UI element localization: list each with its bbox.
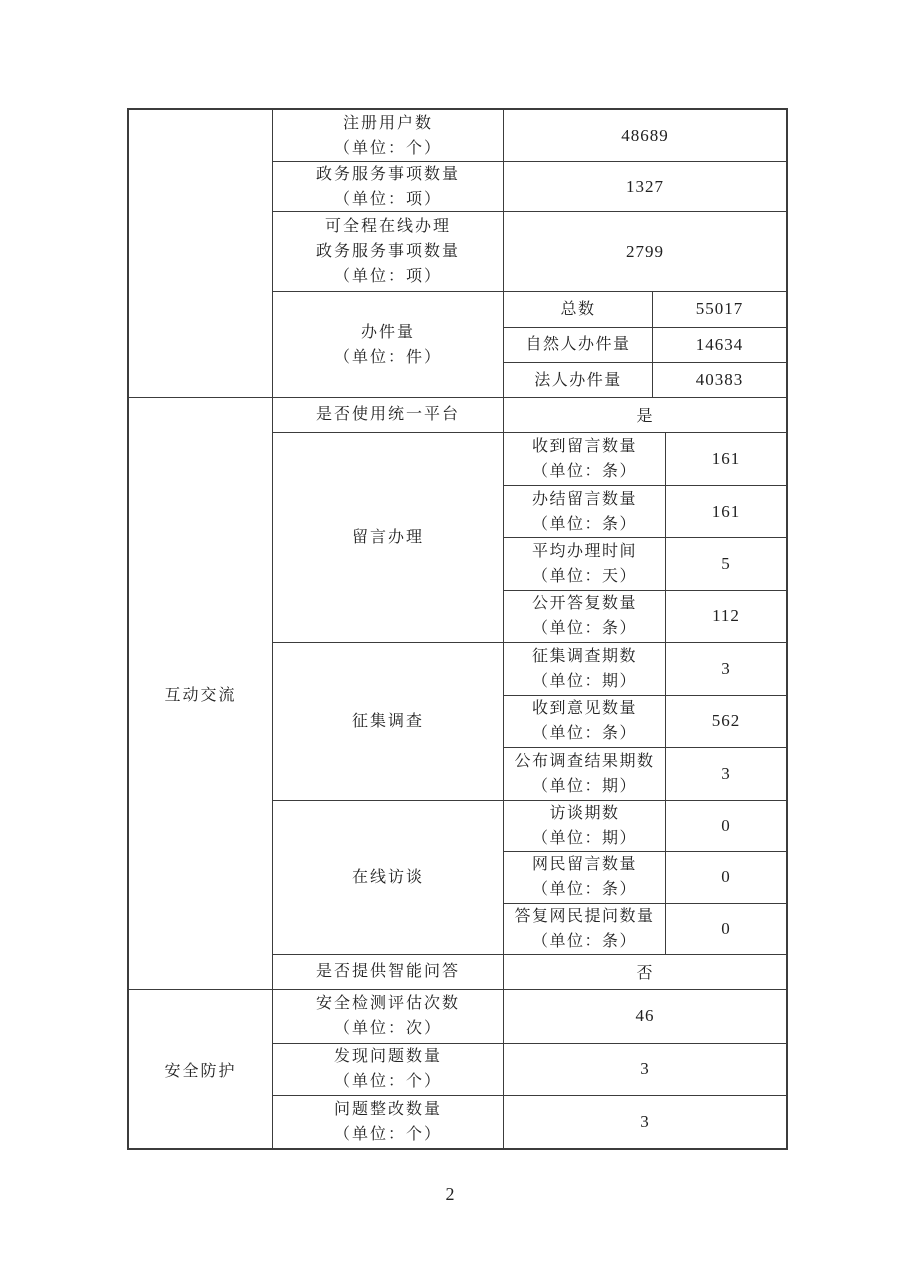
table-subrow	[504, 537, 786, 590]
table-subrow	[504, 643, 786, 696]
unit-label: （单位：个）	[333, 139, 442, 157]
submetric-value: 14634	[695, 334, 744, 354]
submetric-value: 161	[711, 501, 741, 521]
table-row	[273, 954, 786, 990]
submetric-value: 3	[721, 658, 731, 678]
submetric-label	[504, 801, 666, 852]
unit-label: （单位：个）	[333, 1073, 442, 1091]
metric-label-line: 是否提供智能问答	[315, 963, 460, 981]
section-services	[129, 110, 786, 397]
submetric-label-line: 平均办理时间	[531, 542, 637, 560]
metric-value: 3	[640, 1059, 650, 1079]
page-number: 2	[445, 1184, 455, 1204]
section-interaction-body	[273, 398, 786, 989]
group-label: 征集调查	[273, 643, 504, 800]
metric-value: 1327	[626, 176, 664, 196]
metric-label	[273, 398, 504, 432]
unit-label: （单位：期）	[531, 829, 637, 847]
submetric-label-line: 收到意见数量	[531, 700, 637, 718]
submetric-value: 3	[721, 763, 731, 783]
section-security-body	[273, 990, 786, 1148]
metric-value: 46	[635, 1006, 655, 1026]
submetric-label	[504, 433, 666, 486]
submetric-label	[504, 591, 666, 642]
submetric-label	[504, 538, 666, 590]
submetric-value: 5	[721, 553, 731, 573]
metric-label	[273, 162, 504, 211]
table-subrow	[504, 362, 786, 397]
submetric-label-line: 征集调查期数	[531, 647, 637, 665]
unit-label: （单位：件）	[333, 348, 442, 366]
table-row-group	[273, 642, 786, 800]
table-row	[273, 161, 786, 211]
table-subrow	[504, 903, 786, 954]
category-cell: 安全防护	[129, 990, 273, 1148]
submetric-label-line: 网民留言数量	[531, 856, 637, 874]
unit-label: （单位：条）	[531, 620, 637, 638]
submetric-label	[504, 748, 666, 800]
metric-label	[273, 1044, 504, 1096]
submetric-label-line: 答复网民提问数量	[514, 907, 655, 925]
metric-label	[273, 212, 504, 291]
submetric-value: 0	[721, 867, 731, 887]
report-table	[127, 108, 788, 1150]
metric-label-line: 安全检测评估次数	[315, 995, 460, 1013]
table-row	[273, 990, 786, 1043]
table-row	[273, 1095, 786, 1148]
metric-label-line: 政务服务事项数量	[315, 243, 460, 260]
submetric-value: 40383	[695, 370, 744, 390]
metric-label	[273, 292, 504, 397]
unit-label: （单位：次）	[333, 1020, 442, 1038]
unit-label: （单位：条）	[531, 932, 637, 950]
unit-label: （单位：个）	[333, 1126, 442, 1144]
metric-value: 否	[636, 965, 654, 983]
table-subrow	[504, 747, 786, 800]
group-subtable	[504, 643, 786, 800]
table-row	[273, 398, 786, 432]
submetric-label-line: 办结留言数量	[531, 490, 637, 508]
unit-label: （单位：期）	[531, 777, 637, 795]
metric-label	[273, 110, 504, 161]
metric-label-line: 发现问题数量	[333, 1048, 442, 1066]
group-label: 留言办理	[273, 433, 504, 642]
group-subtable	[504, 801, 786, 954]
group-label: 在线访谈	[273, 801, 504, 954]
table-subrow	[504, 327, 786, 363]
metric-label	[273, 955, 504, 990]
group-subtable	[504, 433, 786, 642]
submetric-label: 自然人办件量	[504, 328, 653, 363]
unit-label: （单位：条）	[531, 515, 637, 533]
unit-label: （单位：项）	[333, 190, 442, 208]
metric-value: 48689	[621, 125, 669, 145]
table-subrow	[504, 695, 786, 747]
metric-value: 是	[636, 408, 654, 426]
table-row	[273, 211, 786, 291]
table-row-group	[273, 432, 786, 642]
submetric-label	[504, 904, 666, 954]
submetric-label	[504, 486, 666, 537]
section-interaction	[129, 397, 786, 989]
submetric-value: 562	[711, 711, 741, 731]
submetric-label	[504, 643, 666, 696]
metric-label	[273, 1096, 504, 1148]
category-cell: 互动交流	[129, 398, 273, 989]
category-cell-empty	[129, 110, 273, 397]
table-row-volume	[273, 291, 786, 397]
metric-label-line: 注册用户数	[342, 114, 433, 132]
table-subrow	[504, 801, 786, 852]
metric-label	[273, 990, 504, 1043]
submetric-label-line: 公开答复数量	[531, 595, 637, 613]
section-security	[129, 989, 786, 1148]
table-subrow	[504, 292, 786, 327]
metric-value: 3	[640, 1112, 650, 1132]
unit-label: （单位：条）	[531, 881, 637, 899]
metric-label-line: 是否使用统一平台	[315, 406, 460, 424]
table-subrow	[504, 485, 786, 537]
metric-label-line: 问题整改数量	[333, 1101, 442, 1119]
submetric-label: 总数	[504, 292, 653, 327]
unit-label: （单位：条）	[531, 462, 637, 480]
submetric-label: 法人办件量	[504, 363, 653, 397]
submetric-value: 161	[711, 448, 741, 468]
table-row	[273, 1043, 786, 1096]
table-subrow	[504, 851, 786, 903]
table-subrow	[504, 433, 786, 486]
metric-label-line: 政务服务事项数量	[315, 165, 460, 183]
unit-label: （单位：条）	[531, 725, 637, 743]
submetric-value: 55017	[695, 299, 744, 319]
submetric-label-line: 收到留言数量	[531, 437, 637, 455]
submetric-label	[504, 852, 666, 903]
table-subrow	[504, 590, 786, 642]
unit-label: （单位：天）	[531, 567, 637, 585]
metric-label-line: 可全程在线办理	[324, 218, 451, 235]
section-services-body	[273, 110, 786, 397]
volume-subtable	[504, 292, 786, 397]
submetric-label-line: 访谈期数	[549, 804, 620, 822]
submetric-value: 0	[721, 815, 731, 835]
submetric-value: 0	[721, 918, 731, 938]
submetric-label	[504, 696, 666, 747]
submetric-label-line: 公布调查结果期数	[514, 752, 655, 770]
table-row	[273, 110, 786, 161]
unit-label: （单位：期）	[531, 672, 637, 690]
submetric-value: 112	[712, 606, 740, 626]
table-row-group	[273, 800, 786, 954]
metric-label-line: 办件量	[360, 323, 415, 341]
metric-value: 2799	[626, 241, 664, 261]
unit-label: （单位：项）	[333, 268, 442, 285]
